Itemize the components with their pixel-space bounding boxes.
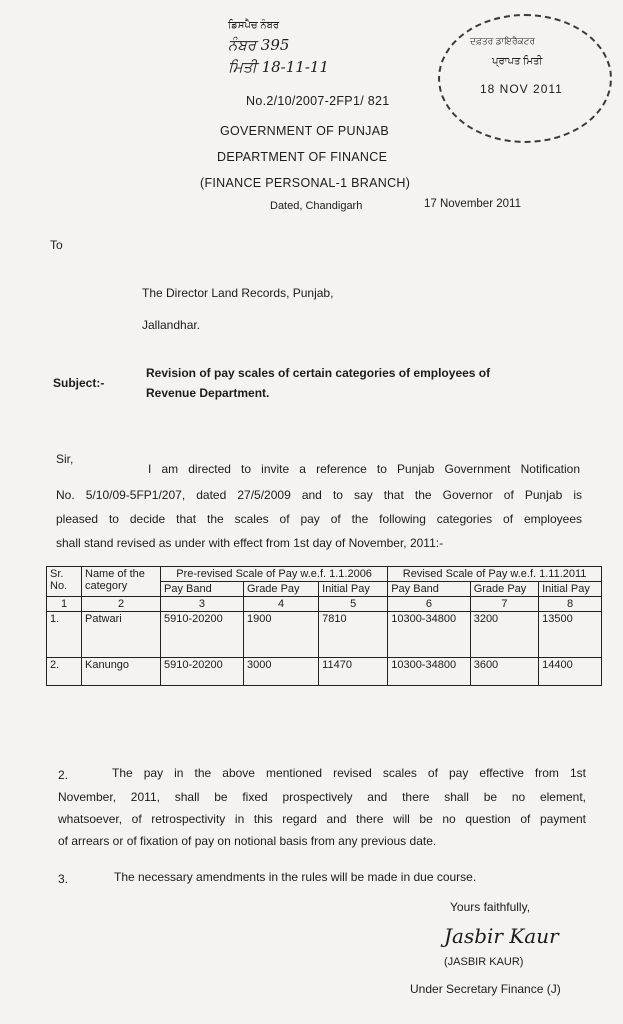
header-grade-pay: Grade Pay xyxy=(243,582,318,597)
header-pay-band: Pay Band xyxy=(388,582,470,597)
table-row xyxy=(47,612,602,658)
stamp-office-text: ਦਫ਼ਤਰ ਡਾਇਰੈਕਟਰ xyxy=(470,36,536,46)
column-number: 7 xyxy=(470,597,538,612)
stamp-date: 18 NOV 2011 xyxy=(480,82,563,96)
cell-category: Patwari xyxy=(82,612,161,658)
cell-category: Kanungo xyxy=(82,658,161,686)
cell-pay-band: 10300-34800 xyxy=(388,658,470,686)
closing: Yours faithfully, xyxy=(450,900,531,914)
column-number: 6 xyxy=(388,597,470,612)
column-number: 4 xyxy=(243,597,318,612)
stamp-received-text: ਪ੍ਰਾਪਤ ਮਿਤੀ xyxy=(492,56,543,67)
column-number: 3 xyxy=(161,597,244,612)
para1-line-1: I am directed to invite a reference to Punjab Government Notification xyxy=(148,462,580,476)
para1-line-4: shall stand revised as under with effect from 1st day of November, 2011:- xyxy=(56,536,444,550)
para2-line-1: The pay in the above mentioned revised scales of pay effective from 1st xyxy=(112,766,586,780)
department-heading: DEPARTMENT OF FINANCE xyxy=(217,150,388,164)
header-initial-pay: Initial Pay xyxy=(319,582,388,597)
table-row xyxy=(47,658,602,686)
cell-pay-band: 5910-20200 xyxy=(161,612,244,658)
para3-number: 3. xyxy=(58,872,69,886)
para2-line-3: whatsoever, of retrospectivity in this regard and there will be no question of payment xyxy=(58,812,586,826)
header-grade-pay: Grade Pay xyxy=(470,582,538,597)
signatory-title: Under Secretary Finance (J) xyxy=(410,982,561,996)
letter-number: No.2/10/2007-2FP1/ 821 xyxy=(246,94,390,108)
para3-text: The necessary amendments in the rules will be made in due course. xyxy=(114,870,477,884)
para1-line-2: No. 5/10/09-5FP1/207, dated 27/5/2009 and to say that the Governor of Punjab is xyxy=(56,488,582,502)
subject-label: Subject:- xyxy=(53,376,105,390)
cell-sr: 1. xyxy=(47,612,82,658)
cell-pay-band: 10300-34800 xyxy=(388,612,470,658)
salutation: Sir, xyxy=(56,452,74,466)
government-heading: GOVERNMENT OF PUNJAB xyxy=(220,124,389,138)
signatory-name: (JASBIR KAUR) xyxy=(444,956,524,968)
column-number: 1 xyxy=(47,597,82,612)
cell-initial-pay: 14400 xyxy=(539,658,602,686)
cell-sr: 2. xyxy=(47,658,82,686)
column-number: 5 xyxy=(319,597,388,612)
para2-number: 2. xyxy=(58,768,69,782)
receipt-date: ਮਿਤੀ 18-11-11 xyxy=(228,58,329,76)
to-label: To xyxy=(50,238,63,252)
cell-initial-pay: 11470 xyxy=(319,658,388,686)
signature: Jasbir Kaur xyxy=(444,924,559,948)
cell-initial-pay: 13500 xyxy=(539,612,602,658)
cell-pay-band: 5910-20200 xyxy=(161,658,244,686)
header-sr-no: Sr. No. xyxy=(47,567,82,597)
cell-grade-pay: 1900 xyxy=(243,612,318,658)
branch-heading: (FINANCE PERSONAL-1 BRANCH) xyxy=(200,176,411,190)
cell-initial-pay: 7810 xyxy=(319,612,388,658)
address-line-1: The Director Land Records, Punjab, xyxy=(142,286,334,300)
received-stamp xyxy=(438,14,612,143)
para2-line-2: November, 2011, shall be fixed prospectively and there shall be no element, xyxy=(58,790,586,804)
address-line-2: Jallandhar. xyxy=(142,318,201,332)
header-revised: Revised Scale of Pay w.e.f. 1.11.2011 xyxy=(388,567,602,582)
subject-line-2: Revenue Department. xyxy=(146,386,270,400)
para1-line-3: pleased to decide that the scales of pay of the following categories of employees xyxy=(56,512,582,526)
column-number-row xyxy=(47,597,602,612)
header-category: Name of the category xyxy=(82,567,161,597)
header-initial-pay: Initial Pay xyxy=(539,582,602,597)
column-number: 2 xyxy=(82,597,161,612)
cell-grade-pay: 3000 xyxy=(243,658,318,686)
dated-label: Dated, Chandigarh xyxy=(270,200,363,212)
receipt-line-1: ਡਿਸਪੈਚ ਨੰਬਰ xyxy=(228,20,280,31)
header-pre-revised: Pre-revised Scale of Pay w.e.f. 1.1.2006 xyxy=(161,567,388,582)
cell-grade-pay: 3600 xyxy=(470,658,538,686)
subject-line-1: Revision of pay scales of certain categories of employees of xyxy=(146,366,491,380)
receipt-number: ਨੰਬਰ 395 xyxy=(228,36,290,54)
pay-scale-table xyxy=(46,566,602,686)
letter-date: 17 November 2011 xyxy=(424,198,521,210)
column-number: 8 xyxy=(539,597,602,612)
cell-grade-pay: 3200 xyxy=(470,612,538,658)
para2-line-4: of arrears or of fixation of pay on notional basis from any previous date. xyxy=(58,834,437,848)
header-pay-band: Pay Band xyxy=(161,582,244,597)
